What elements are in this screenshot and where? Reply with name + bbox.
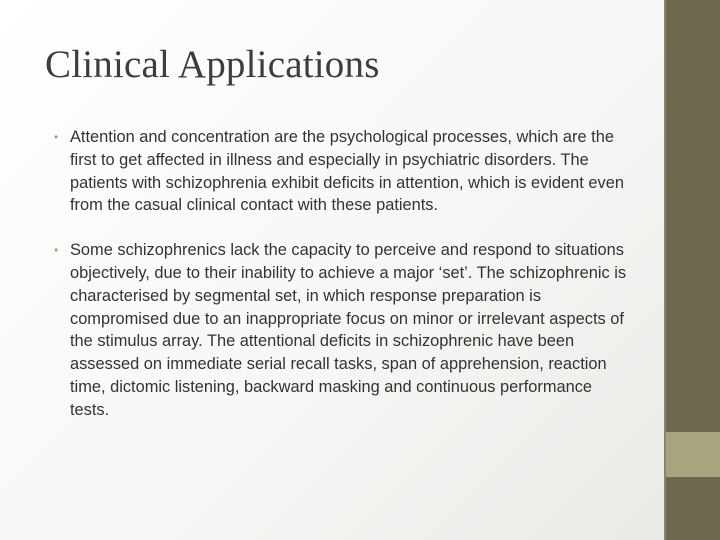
slide-title: Clinical Applications — [45, 43, 380, 86]
bullet-marker: • — [54, 243, 59, 258]
bullet-text: Some schizophrenics lack the capacity to perceive and respond to situations objectively, due to their inability to achieve a major ‘set’. The schizophrenic is characterised by segmental set, in which response preparation is compromised due to an inappropriate focus on minor or irrelevant aspects of the stimulus array. The attentional deficits in schizophrenic have been assessed on immediate serial recall tasks, span of apprehension, reaction time, dictomic listening, backward masking and continuous performance tests. — [70, 241, 627, 419]
sidebar-dark-band — [666, 0, 720, 432]
bullet-list — [54, 126, 629, 422]
bullet-text: Attention and concentration are the psychological processes, which are the first to get affected in illness and especially in psychiatric disorders. The patients with schizophrenia exhibit deficits in attention, which is evident even from the casual clinical contact with these patients. — [70, 128, 624, 215]
sidebar-bottom-band — [666, 477, 720, 540]
bullet-marker: • — [54, 130, 59, 144]
decorative-sidebar — [666, 0, 720, 540]
bullet-item — [54, 126, 629, 217]
sidebar-edge-line — [664, 0, 666, 540]
bullet-item — [54, 239, 629, 421]
sidebar-accent-band — [666, 432, 720, 477]
